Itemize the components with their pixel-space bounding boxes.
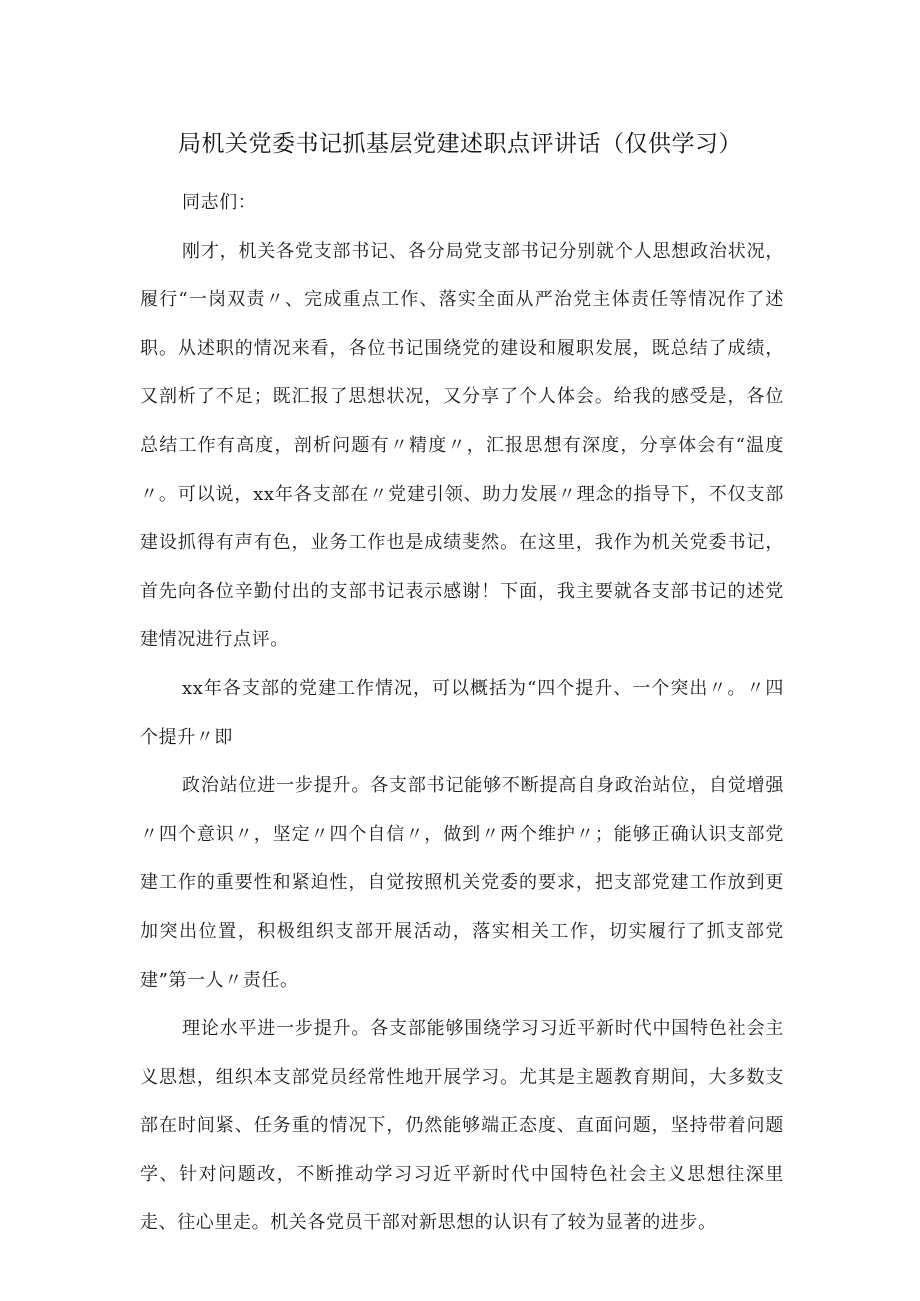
paragraph-1: 刚才，机关各党支部书记、各分局党支部书记分别就个人思想政治状况，履行“一岗双责〃、完成重点工作、落实全面从严治党主体责任等情况作了述职。从述职的情况来看，各位书记围绕党的建设和履职发展，既总结了成绩，又剖析了不足；既汇报了思想状况，又分享了个人体会。给我的感受是，各位总结工作有高度，剖析问题有〃精度〃，汇报思想有深度，分享体会有“温度〃。可以说，xx年各支部在〃党建引领、助力发展〃理念的指导下，不仅支部建设抓得有声有色，业务工作也是成绩斐然。在这里，我作为机关党委书记，首先向各位辛勤付出的支部书记表示感谢！下面，我主要就各支部书记的述党建情况进行点评。	[140, 240, 784, 651]
salutation: 同志们：	[182, 192, 257, 213]
paragraph-4: 理论水平进一步提升。各支部能够围绕学习习近平新时代中国特色社会主义思想，组织本支部党员经常性地开展学习。尤其是主题教育期间，大多数支部在时间紧、任务重的情况下，仍然能够端正态度、直面问题，坚持带着问题学、针对问题改，不断推动学习习近平新时代中国特色社会主义思想往深里走、往心里走。机关各党员干部对新思想的认识有了较为显著的进步。	[140, 1018, 784, 1234]
paragraph-3: 政治站位进一步提升。各支部书记能够不断提高自身政治站位，自觉增强〃四个意识〃，坚定〃四个自信〃，做到〃两个维护〃；能够正确认识支部党建工作的重要性和紧迫性，自觉按照机关党委的要求，把支部党建工作放到更加突出位置，积极组织支部开展活动，落实相关工作，切实履行了抓支部党建”第一人〃责任。	[140, 775, 784, 991]
paragraph-2: xx年各支部的党建工作情况，可以概括为“四个提升、一个突出〃。〃四个提升〃即	[140, 677, 784, 748]
document-title: 局机关党委书记抓基层党建述职点评讲话（仅供学习）	[178, 131, 742, 157]
document-body	[140, 179, 784, 1248]
